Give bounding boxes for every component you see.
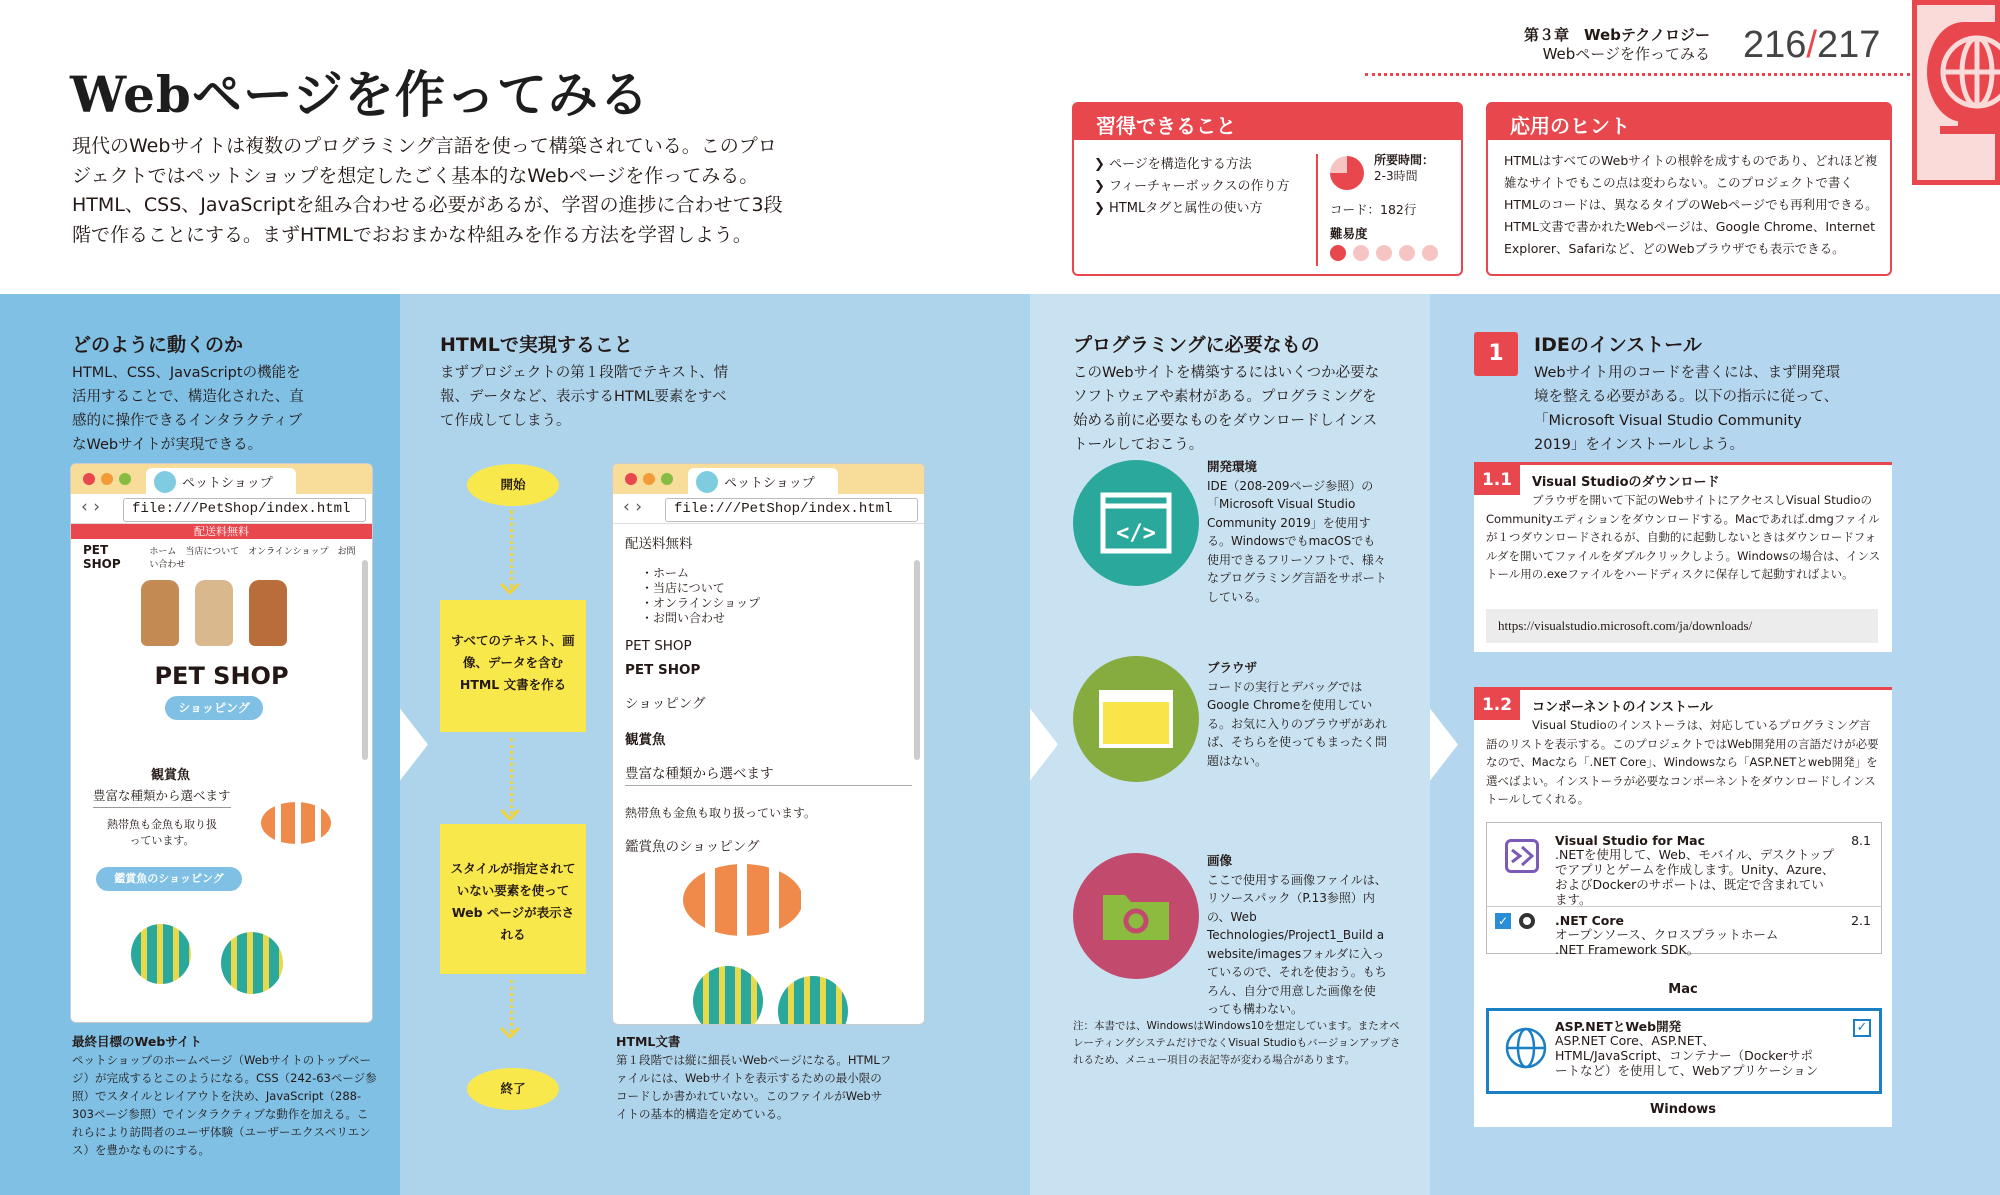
vs-mac-desc: .NETを使用して、Web、モバイル、デスクトップでアプリとゲームを作成します。Unity、Azure、およびDockerのサポートは、既定で含まれています。 xyxy=(1555,847,1835,907)
netcore-option[interactable] xyxy=(1487,909,1881,957)
clownfish-image xyxy=(683,864,803,936)
needs-section xyxy=(1073,330,1383,457)
plain-nav-item[interactable]: ・オンラインショップ xyxy=(641,596,761,610)
flow-arrow xyxy=(510,510,513,588)
difficulty-dot-filled xyxy=(1330,245,1346,261)
minimize-dot[interactable] xyxy=(643,473,655,485)
window-titlebar xyxy=(71,464,372,494)
time-value: 2-3時間 xyxy=(1374,169,1418,183)
difficulty-dots xyxy=(1330,245,1438,261)
image-body: ここで使用する画像ファイルは、リソースパック（P.13参照）内の、Web Technologies/Project1_Build a website/imagesフォルダに入っているので、それを使おう。もちろん、自分で用意した画像を使っても構わない。 xyxy=(1207,872,1387,1016)
image-folder-icon xyxy=(1073,853,1199,979)
final-site-caption xyxy=(72,1033,378,1159)
aspnet-title: ASP.NETとWeb開発 xyxy=(1555,1019,1682,1034)
mac-label: Mac xyxy=(1668,982,1698,997)
flow-end: 終了 xyxy=(467,1068,559,1110)
step-badge: 1 xyxy=(1474,332,1518,376)
difficulty-dot xyxy=(1353,245,1369,261)
flow-arrow xyxy=(510,738,513,814)
difficulty-dot xyxy=(1399,245,1415,261)
plain-line: 豊富な種類から選べます xyxy=(625,762,912,786)
fish-subtitle: 豊富な種類から選べます xyxy=(93,786,231,808)
browser-title: ブラウザ xyxy=(1207,660,1258,675)
clownfish-image xyxy=(261,802,331,844)
netcore-icon xyxy=(1519,913,1535,929)
browser-window-icon xyxy=(1073,656,1199,782)
netcore-checkbox[interactable]: ✓ xyxy=(1495,913,1511,929)
final-site-caption-title: 最終目標のWebサイト xyxy=(72,1034,202,1049)
plain-line: 観賞魚 xyxy=(625,732,666,748)
install-section xyxy=(1534,330,1844,457)
plain-line: PET SHOP xyxy=(625,638,692,654)
plain-line: 配送料無料 xyxy=(625,536,693,552)
final-site-caption-body: ペットショップのホームページ（Webサイトのトップページ）が完成するとこのようになる。CSS（242-63ページ参照）でスタイルとレイアウトを決め、JavaScript（288-303ページ参照）でインタラクティブな動作を加える。これらにより訪問者のユーザ体験（ユーザーエクスペリエンス）を豊かなものにする。 xyxy=(72,1053,377,1157)
site-nav-links[interactable]: ホーム 当店について オンラインショップ お問い合わせ xyxy=(149,547,356,570)
aspnet-checkbox[interactable]: ✓ xyxy=(1853,1019,1871,1037)
fish-shopping-button[interactable]: 鑑賞魚のショッピング xyxy=(96,867,242,891)
plain-nav-item[interactable]: ・お問い合わせ xyxy=(641,611,726,625)
download-url[interactable]: https://visualstudio.microsoft.com/ja/downloads/ xyxy=(1486,609,1878,643)
browser-body: コードの実行とデバッグではGoogle Chromeを使用している。お気に入りのブラウザがあれば、そちらを使ってもまったく問題はない。 xyxy=(1207,679,1388,768)
needs-heading: プログラミングに必要なもの xyxy=(1073,334,1320,356)
time-label: 所要時間： xyxy=(1374,153,1435,167)
header-dotted-rule xyxy=(1365,73,1910,76)
install-heading: IDEのインストール xyxy=(1534,334,1702,356)
angelfish-image xyxy=(221,932,283,994)
page-numbers xyxy=(1743,24,1880,67)
skill-item: ❯ フィーチャーボックスの作り方 xyxy=(1094,179,1290,194)
plain-line: ショッピング xyxy=(625,696,706,712)
hero-title: PET SHOP xyxy=(154,662,289,690)
step-1-2-title: コンポーネントのインストール xyxy=(1532,700,1713,715)
dog-favicon-icon xyxy=(696,471,718,493)
flow-step-1: すべてのテキスト、画像、データを含むHTML 文書を作る xyxy=(440,600,586,732)
difficulty-dot xyxy=(1422,245,1438,261)
html-doc-caption-body: 第１段階では縦に細長いWebページになる。HTMLファイルには、Webサイトを表示するための最小限のコードしか書かれていない。このファイルがWebサイトの基本的構造を定めている。 xyxy=(616,1053,892,1121)
image-title: 画像 xyxy=(1207,853,1233,868)
how-heading: どのように動くのか xyxy=(72,334,244,356)
maximize-dot[interactable] xyxy=(661,473,673,485)
address-bar xyxy=(71,494,372,524)
puppy-image xyxy=(195,580,233,646)
aspnet-desc: ASP.NET Core、ASP.NET、HTML/JavaScript、コンテナー（Dockerサポートなど）を使用して、Webアプリケーション xyxy=(1555,1033,1819,1078)
puppy-image xyxy=(249,580,287,646)
env-text xyxy=(1207,458,1387,606)
visual-studio-icon xyxy=(1505,839,1539,873)
env-body: IDE（208-209ページ参照）の「Microsoft Visual Studio Community 2019」を使用する。WindowsでもmacOSでも使用できるフリーソフトで、様々なプログラミング言語をサポートしている。 xyxy=(1207,478,1387,604)
code-lines: コード：182行 xyxy=(1330,202,1417,217)
globe-monitor-icon xyxy=(1927,22,2000,122)
fish-title: 観賞魚 xyxy=(151,768,191,783)
difficulty-dot xyxy=(1376,245,1392,261)
step-1-1 xyxy=(1474,462,1892,652)
vs-mac-option[interactable] xyxy=(1487,823,1881,907)
angelfish-image xyxy=(131,924,191,984)
image-text xyxy=(1207,852,1387,1019)
maximize-dot[interactable] xyxy=(119,473,131,485)
vs-mac-title: Visual Studio for Mac xyxy=(1555,833,1706,848)
browser-tab[interactable]: ペットショップ xyxy=(146,468,296,494)
how-section xyxy=(72,330,312,457)
fish-text: 熱帯魚も金魚も取り扱っています。 xyxy=(107,818,217,847)
plain-line: PET SHOP xyxy=(625,662,701,678)
vs-mac-version: 8.1 xyxy=(1851,833,1871,848)
url-field[interactable]: file:///PetShop/index.html xyxy=(123,498,366,522)
final-site-window xyxy=(70,463,373,1023)
netcore-version: 2.1 xyxy=(1851,913,1871,928)
angelfish-image xyxy=(693,966,763,1025)
flow-start: 開始 xyxy=(467,464,559,506)
plain-nav-item[interactable]: ・当店について xyxy=(641,581,725,595)
plain-line: 熱帯魚も金魚も取り扱っています。 xyxy=(625,806,817,820)
skill-item: ❯ HTMLタグと属性の使い方 xyxy=(1094,201,1263,216)
step-1-1-badge: 1.1 xyxy=(1474,465,1520,495)
flow-arrow xyxy=(510,980,513,1032)
needs-note: 注：本書では、WindowsはWindows10を想定しています。またオペレーティングシステムだけでなくVisual Studioもバージョンアップされるため、メニュー項目の表記等が変わる場合があります。 xyxy=(1073,1020,1401,1066)
back-forward-icon[interactable]: ‹ › xyxy=(81,497,101,517)
plain-content xyxy=(613,524,924,863)
browser-text xyxy=(1207,659,1387,770)
site-navbar xyxy=(71,539,372,575)
step-1-1-body: ブラウザを開いて下記のWebサイトにアクセスしVisual StudioのCommunityエディションをダウンロードする。Macであれば.dmgファイルが１つダウンロードされるが、自動的に起動しないときはダウンロードフォルダを開いてファイルをダブルクリックしよう。Windowsの場合は、インストール用の.exeファイルをハードディスクに保存して起動すればよい。 xyxy=(1486,493,1881,581)
time-block xyxy=(1374,152,1434,184)
plain-nav-item[interactable]: ・ホーム xyxy=(641,566,690,580)
skill-item: ❯ ページを構造化する方法 xyxy=(1094,157,1252,172)
monitor-base xyxy=(1940,126,2000,134)
angelfish-image xyxy=(778,976,848,1025)
window-titlebar xyxy=(613,464,924,494)
svg-text:</>: </> xyxy=(1116,521,1156,546)
html-heading: HTMLで実現すること xyxy=(440,334,633,356)
skills-list xyxy=(1094,154,1289,220)
close-dot[interactable] xyxy=(625,473,637,485)
windows-label: Windows xyxy=(1649,1102,1717,1117)
site-brand: PET SHOP xyxy=(83,543,121,571)
chapter-sub: Webページを作ってみる xyxy=(1542,45,1710,63)
hint-body: HTMLはすべてのWebサイトの根幹を成すものであり、どれほど複雑なサイトでもこの点は変わらない。このプロジェクトで書くHTMLのコードは、異なるタイプのWebページでも再利用できる。HTML文書で書かれたWebページは、Google Chrome、Internet Explorer、Safariなど、どのWebブラウザでも表示できる。 xyxy=(1504,153,1878,256)
html-doc-caption-title: HTML文書 xyxy=(616,1034,681,1049)
code-editor-icon xyxy=(1073,460,1199,586)
plain-line: 鑑賞魚のショッピング xyxy=(625,839,760,855)
step-1-2 xyxy=(1474,687,1892,1127)
url-field[interactable]: file:///PetShop/index.html xyxy=(665,498,918,522)
page-title: Webページを作ってみる xyxy=(70,65,650,124)
install-body: Webサイト用のコードを書くには、まず開発環境を整える必要がある。以下の指示に従って、「Microsoft Visual Studio Community 2019」をインストールしよう。 xyxy=(1534,365,1841,453)
page-left: 216 xyxy=(1743,24,1807,66)
windows-installer[interactable] xyxy=(1486,1008,1882,1094)
html-doc-caption xyxy=(616,1033,892,1123)
skills-divider xyxy=(1316,154,1318,266)
minimize-dot[interactable] xyxy=(101,473,113,485)
mac-installer xyxy=(1486,822,1882,957)
hint-box xyxy=(1486,102,1892,276)
step-1-2-badge: 1.2 xyxy=(1474,690,1520,720)
plain-html-window xyxy=(612,463,925,1025)
address-bar xyxy=(613,494,924,524)
scrollbar[interactable] xyxy=(362,560,368,760)
scrollbar[interactable] xyxy=(914,560,920,760)
flow-step-2: スタイルが指定されていない要素を使ってWeb ページが表示される xyxy=(440,824,586,974)
html-section xyxy=(440,330,740,433)
puppy-image xyxy=(141,580,179,646)
netcore-title: .NET Core xyxy=(1555,913,1625,928)
web-globe-icon xyxy=(1503,1025,1549,1071)
dog-favicon-icon xyxy=(154,471,176,493)
monitor-stand xyxy=(1958,118,2000,126)
page-sep: / xyxy=(1806,24,1817,66)
time-pie-icon xyxy=(1330,156,1364,190)
step-1-1-title: Visual Studioのダウンロード xyxy=(1532,475,1720,490)
how-body: HTML、CSS、JavaScriptの機能を活用することで、構造化された、直感的に操作できるインタラクティブなWebサイトが実現できる。 xyxy=(72,365,304,453)
needs-body: このWebサイトを構築するにはいくつか必要なソフトウェアや素材がある。プログラミングを始める前に必要なものをダウンロードしインストールしておこう。 xyxy=(1073,365,1380,453)
page-right: 217 xyxy=(1816,24,1881,66)
chapter-label: 第３章 Webテクノロジー xyxy=(1523,26,1710,44)
skills-box xyxy=(1072,102,1463,276)
plain-nav-list xyxy=(625,566,912,626)
intro-text: 現代のWebサイトは複数のプログラミング言語を使って構築されている。このプロジェクトではペットショップを想定したごく基本的なWebページを作ってみる。HTML、CSS、JavaScriptを組み合わせる必要があるが、学習の進捗に合わせて3段階で作ることにする。まずHTMLでおおまかな枠組みを作る方法を学習しよう。 xyxy=(72,135,783,246)
step-1-2-body: Visual Studioのインストーラは、対応しているプログラミング言語のリストを表示する。このプロジェクトではWeb開発用の言語だけが必要なので、Macなら「.NET Core」、Windowsなら「ASP.NETとweb開発」を選べばよい。インストーラが必要なコンポーネントをダウンロードしインストールしてくれる。 xyxy=(1486,718,1879,806)
running-head xyxy=(1524,26,1710,64)
shopping-button[interactable]: ショッピング xyxy=(165,696,263,720)
html-body: まずプロジェクトの第１段階でテキスト、情報、データなど、表示するHTML要素をすべて作成してしまう。 xyxy=(440,365,729,429)
shipping-banner: 配送料無料 xyxy=(71,524,372,539)
browser-tab[interactable]: ペットショップ xyxy=(688,468,838,494)
skills-heading: 習得できること xyxy=(1074,104,1461,140)
back-forward-icon[interactable]: ‹ › xyxy=(623,497,643,517)
hint-heading: 応用のヒント xyxy=(1488,104,1890,140)
difficulty-label: 難易度 xyxy=(1330,226,1368,241)
close-dot[interactable] xyxy=(83,473,95,485)
env-title: 開発環境 xyxy=(1207,459,1258,474)
netcore-desc: オープンソース、クロスプラットホーム .NET Framework SDK。 xyxy=(1555,927,1779,957)
